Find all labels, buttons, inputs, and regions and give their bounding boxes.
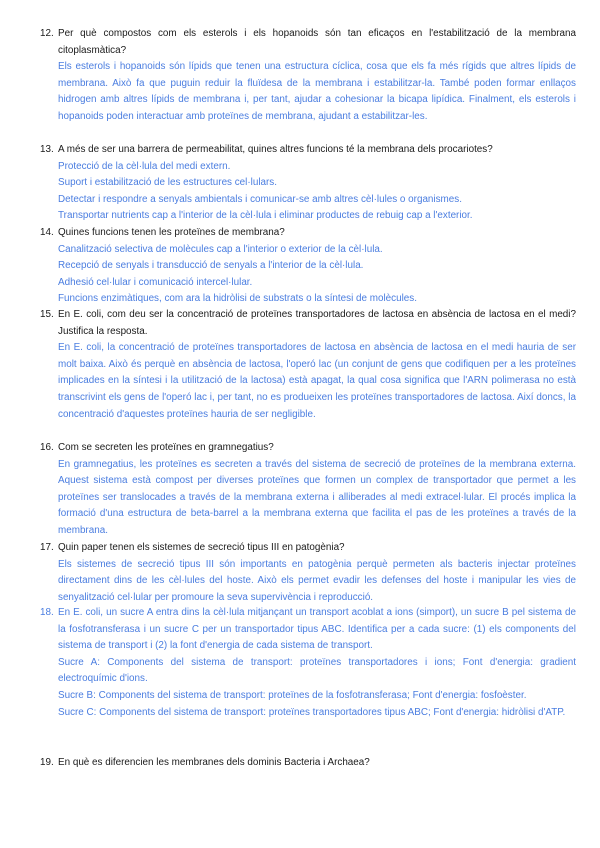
answer — [58, 457, 576, 540]
question-text: Quines funcions tenen les proteïnes de membrana? — [58, 227, 285, 238]
question-number: 12. — [40, 28, 54, 39]
answer-paragraph: En gramnegatius, les proteïnes es secreten a través del sistema de secreció de proteïnes de la membrana externa. Aquest sistema està compost per diverses proteïnes que formen un complex de transportador que permet a les proteïnes ser translocades a través de la membrana externa i alliberades al medi extracel·lular. El procés implica la formació d'una estructura de beta-barrel a la membrana externa que facilita el pas de les proteïnes a través de la membrana. — [58, 458, 576, 536]
question-number: 14. — [40, 227, 54, 238]
answer-paragraph: En E. coli, la concentració de proteïnes transportadores de lactosa en absència de lactosa en el medi hauria de ser molt baixa. Això és perquè en absència de lactosa, l'operó lac (un conjunt de gens que codifiquen per a les proteïnes implicades en la síntesi i la utilització de la lactosa) està apagat, la qual cosa significa que l'ARN polimerasa no està transcrivint els gens de l'operó lac i, per tant, no es produeixen les proteïnes transportadores de lactosa. Així doncs, la concentració d'aquestes proteïnes hauria de ser negligible. — [58, 342, 576, 420]
answer — [58, 655, 576, 721]
question-13 — [40, 142, 576, 225]
answer-line: Sucre A: Components del sistema de transport: proteïnes transportadores i ions; Font d'energia: gradient electroquímic d'ions. — [58, 656, 576, 685]
question-15 — [40, 307, 576, 423]
answer-line: Sucre C: Components del sistema de transport: proteïnes transportadores tipus ABC; Font d'energia: hidròlisi d'ATP. — [58, 706, 566, 718]
answer-paragraph: Els esterols i hopanoids són lípids que tenen una estructura cíclica, cosa que els fa més rígids que altres lípids de membrana. Això fa que puguin reduir la fluïdesa de la membrana i estabilitzar-la. També poden formar enllaços hidrogen amb altres lípids de membrana i, per tant, ajudar a cohesionar la bicapa lipídica. Finalment, els esterols i hopanoids poden interactuar amb proteïnes de membrana, ajudant a estabilitzar-les. — [58, 61, 576, 122]
question-number: 13. — [40, 144, 54, 155]
answer — [58, 557, 576, 607]
question-14 — [40, 225, 576, 308]
answer-paragraph: Els sistemes de secreció tipus III són importants en patogènia perquè permeten als bacteris injectar proteïnes directament dins de les cèl·lules del hoste. Això els permet evadir les defenses del hoste i manipular les vies de senyalització cel·lular per promoure la seva supervivència i reproducció. — [58, 558, 576, 603]
answer-line: Adhesió cel·lular i comunicació intercel·lular. — [58, 276, 253, 288]
question-12 — [40, 26, 576, 126]
answer-line: Protecció de la cèl·lula del medi extern. — [58, 160, 231, 172]
answer — [58, 159, 576, 225]
answer-line: Suport i estabilització de les estructures cel·lulars. — [58, 177, 277, 189]
question-text: Quin paper tenen els sistemes de secreció tipus III en patogènia? — [58, 542, 345, 553]
question-text: Per què compostos com els esterols i els hopanoids són tan eficaços en l'estabilització de la membrana citoplasmàtica? — [58, 28, 576, 56]
question-text: Com se secreten les proteïnes en gramnegatius? — [58, 442, 274, 453]
question-18 — [40, 605, 576, 721]
answer-line: Transportar nutrients cap a l'interior de la cèl·lula i eliminar productes de rebuig cap a l'exterior. — [58, 210, 473, 222]
answer-line: Detectar i respondre a senyals ambientals i comunicar-se amb altres cèl·lules o organismes. — [58, 193, 462, 205]
answer-line: Recepció de senyals i transducció de senyals a l'interior de la cèl·lula. — [58, 260, 364, 272]
question-text: En E. coli, com deu ser la concentració de proteïnes transportadores de lactosa en absència de lactosa en el medi? Justifica la resposta. — [58, 309, 576, 337]
question-number: 17. — [40, 542, 54, 553]
question-19 — [40, 755, 576, 772]
answer-line: Sucre B: Components del sistema de transport: proteïnes de la fosfotransferasa; Font d'energia: fosfoèster. — [58, 689, 527, 701]
question-text: En E. coli, un sucre A entra dins la cèl·lula mitjançant un transport acoblat a ions (simport), un sucre B pel sistema de la fosfotransferasa i un sucre C per un transportador tipus ABC. Identifica per a cada sucre: (1) els components del sistema de transport i (2) la font d'energia de cada sistema de transport. — [58, 607, 576, 652]
question-17 — [40, 540, 576, 606]
answer — [58, 340, 576, 423]
question-number: 15. — [40, 309, 54, 320]
answer-line: Canalització selectiva de molècules cap a l'interior o exterior de la cèl·lula. — [58, 243, 383, 255]
question-number: 19. — [40, 757, 54, 768]
question-text: A més de ser una barrera de permeabilitat, quines altres funcions té la membrana dels procariotes? — [58, 144, 493, 155]
question-number: 18. — [40, 607, 54, 618]
answer — [58, 242, 576, 308]
answer-line: Funcions enzimàtiques, com ara la hidròlisi de substrats o la síntesi de molècules. — [58, 293, 417, 305]
answer — [58, 59, 576, 125]
question-number: 16. — [40, 442, 54, 453]
question-text: En què es diferencien les membranes dels dominis Bacteria i Archaea? — [58, 757, 370, 768]
question-16 — [40, 440, 576, 540]
